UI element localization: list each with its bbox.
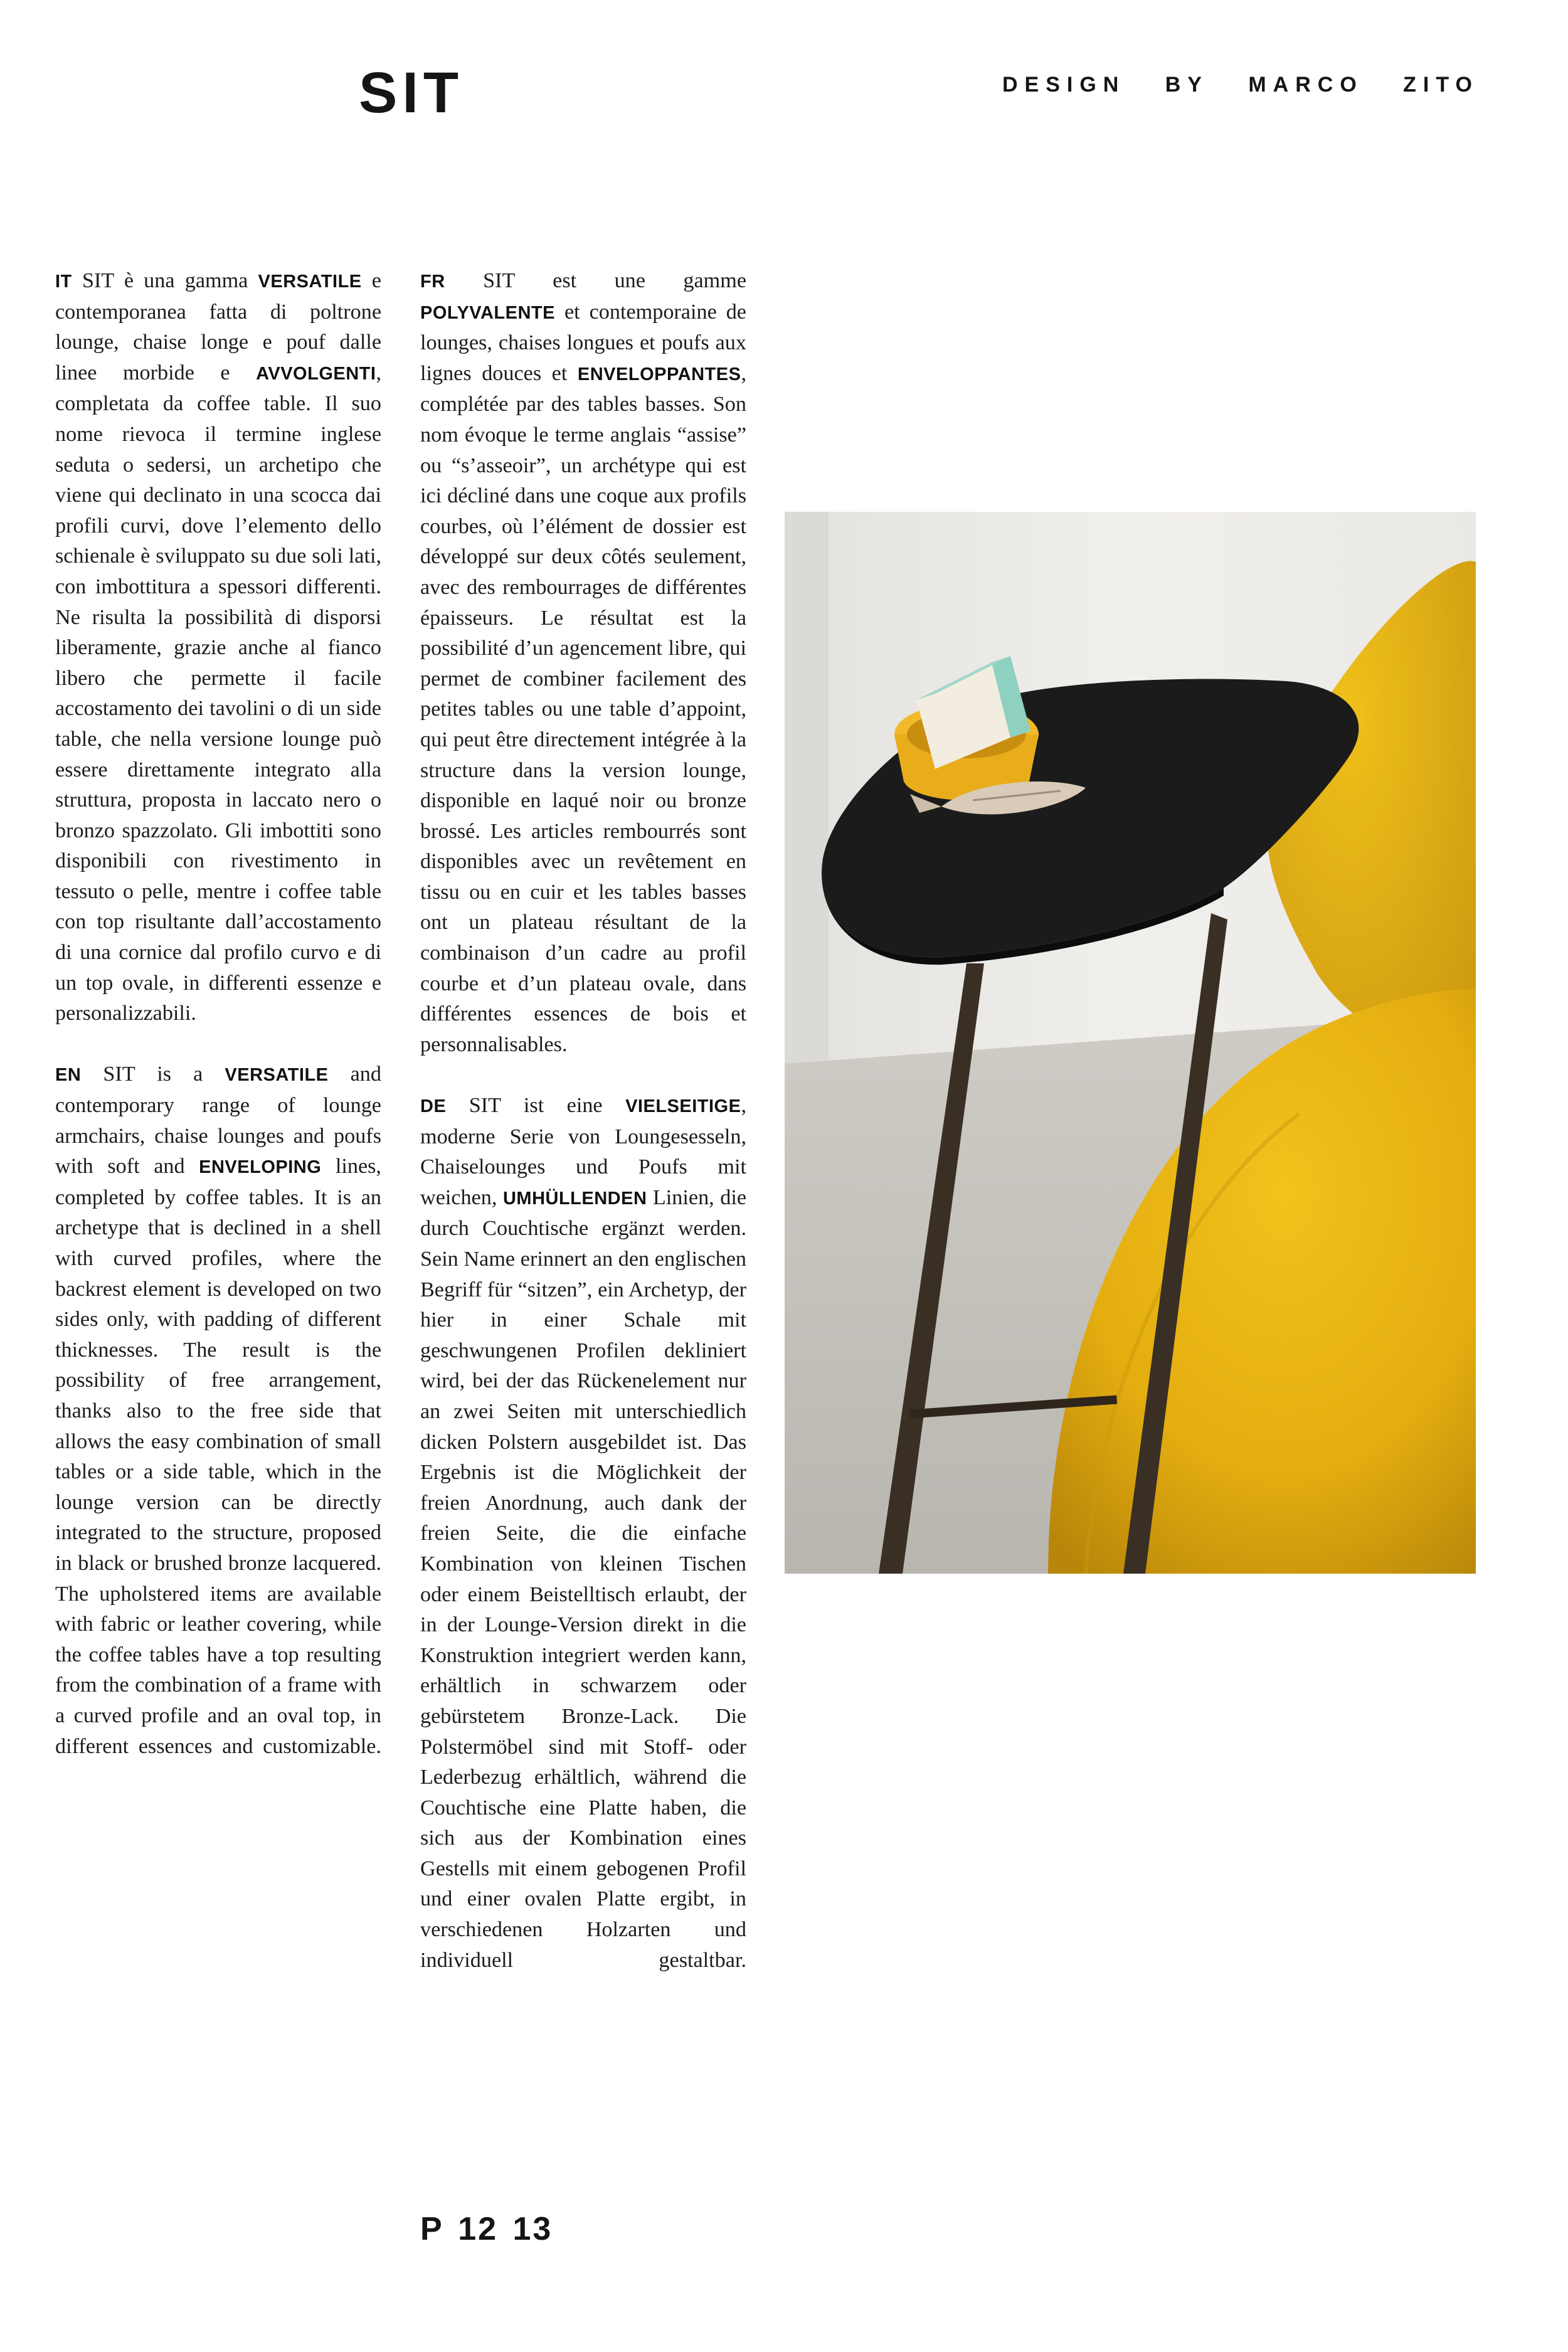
paragraph-fr bbox=[420, 266, 746, 1060]
text-it-1: e contemporanea fatta di poltrone lounge, chaise longe e pouf dalle linee morbide e bbox=[55, 269, 381, 384]
text-it-0: SIT è una gamma bbox=[72, 269, 258, 292]
keyword-en-2: ENVELOPING bbox=[199, 1157, 322, 1178]
keyword-en-1: VERSATILE bbox=[225, 1065, 329, 1086]
text-de-0: SIT ist eine bbox=[446, 1094, 626, 1118]
text-fr-1: et contemporaine de lounges, chaises longues et poufs aux lignes douces et bbox=[420, 300, 746, 385]
designer-credit bbox=[1002, 74, 1479, 95]
lang-code-fr: FR bbox=[420, 272, 445, 292]
text-it-2: , completata da coffee table. Il suo nome rievoca il termine inglese seduta o sedersi, un archetipo che viene qui declinato in una scocca dai profili curvi, dove l’elemento dello schienale è sviluppato su due soli lati, con imbottitura a spessori differenti. Ne risulta la possibilità di disporsi liberamente, grazie anche al fianco libero che permette il facile accostamento dei tavolini o di un side table, che nella versione lounge può essere direttamente integrato alla struttura, proposta in laccato nero o bronzo spazzolato. Gli imbottiti sono disponibili con rivestimento in tessuto o pelle, mentre i coffee table con top risultante dall’accostamento di una cornice dal profilo curvo e di un top ovale, in differenti essenze e personalizzabili. bbox=[55, 361, 381, 1025]
keyword-de-1: VIELSEITIGE bbox=[625, 1096, 741, 1117]
keyword-fr-1: POLYVALENTE bbox=[420, 302, 555, 323]
text-de-2: Linien, die durch Couchtische ergänzt werden. Sein Name erinnert an den englischen Begriff für “sitzen”, ein Archetyp, der hier in einer Schale mit geschwungenen Profilen dekliniert wird, bei der das Rückenelement nur an zwei Seiten mit unterschiedlich dicken Polstern ausgebildet ist. Das Ergebnis ist die Möglichkeit der freien Anordnung, auch dank der freien Seite, die die einfache Kombination von kleinen Tischen oder einem Beistelltisch erlaubt, der in der Lounge-Version direkt in die Konstruktion integriert werden kann, erhältlich in schwarzem oder gebürstetem Bronze-Lack. Die Polstermöbel sind mit Stoff- oder Lederbezug erhältlich, während die Couchtische eine Platte haben, die sich aus der Kombination eines Gestells mit einem gebogenen Profil und einer ovalen Platte ergibt, in verschiedenen Holzarten und individuell gestaltbar. bbox=[420, 1185, 746, 1972]
page-title: SIT bbox=[359, 61, 464, 125]
lounge-chair-illustration bbox=[785, 512, 1476, 1574]
text-fr-0: SIT est une gamme bbox=[445, 269, 746, 292]
paragraph-en bbox=[55, 1059, 381, 1762]
paragraph-it bbox=[55, 266, 381, 1029]
lang-code-it: IT bbox=[55, 272, 72, 292]
keyword-it-1: VERSATILE bbox=[258, 272, 362, 292]
keyword-de-2: UMHÜLLENDEN bbox=[502, 1188, 647, 1209]
paragraph-de bbox=[420, 1091, 746, 1976]
lang-code-de: DE bbox=[420, 1096, 447, 1117]
lang-code-en: EN bbox=[55, 1065, 82, 1086]
text-en-1: and contemporary range of lounge armchairs, chaise lounges and poufs with soft and bbox=[55, 1062, 381, 1179]
keyword-it-2: AVVOLGENTI bbox=[256, 363, 376, 384]
designer-word: ZITO bbox=[1403, 73, 1479, 97]
product-photo bbox=[785, 512, 1476, 1574]
designer-word: BY bbox=[1165, 73, 1209, 97]
text-en-2: lines, completed by coffee tables. It is an archetype that is declined in a shell with curved profiles, where the backrest element is developed on two sides only, with padding of different thicknesses. The result is the possibility of free arrangement, thanks also to the free side that allows the easy combination of small tables or a side table, which in the lounge version can be directly integrated to the structure, proposed in black or brushed bronze lacquered. The upholstered items are available with fabric or leather covering, while the coffee tables have a top resulting from the combination of a frame with a curved profile and an oval top, in different essences and customizable. bbox=[55, 1155, 381, 1758]
keyword-fr-2: ENVELOPPANTES bbox=[577, 364, 741, 384]
text-en-0: SIT is a bbox=[81, 1062, 225, 1086]
text-de-1: , moderne Serie von Loungesesseln, Chaiselounges und Poufs mit weichen, bbox=[420, 1094, 746, 1209]
text-column-left bbox=[55, 266, 381, 1762]
designer-word: DESIGN bbox=[1002, 73, 1126, 97]
text-column-middle bbox=[420, 266, 746, 1976]
text-fr-2: , complétée par des tables basses. Son nom évoque le terme anglais “assise” ou “s’asseoir”, un archétype qui est ici décliné dans une coque aux profils courbes, où l’élément de dossier est développé sur deux côtés seulement, avec des rembourrages de différentes épaisseurs. Le résultat est la possibilité d’un agencement libre, qui permet de combiner facilement des petites tables ou une table d’appoint, qui peut être directement intégrée à la structure dans la version lounge, disponible en laqué noir ou bronze brossé. Les articles rembourrés sont disponibles avec un revêtement en tissu ou en cuir et les tables basses ont un plateau résultant de la combinaison d’un cadre au profil courbe et d’un plateau ovale, dans différentes essences de bois et personnalisables. bbox=[420, 361, 746, 1056]
page-number: P 12 13 bbox=[420, 2211, 553, 2247]
designer-word: MARCO bbox=[1248, 73, 1364, 97]
